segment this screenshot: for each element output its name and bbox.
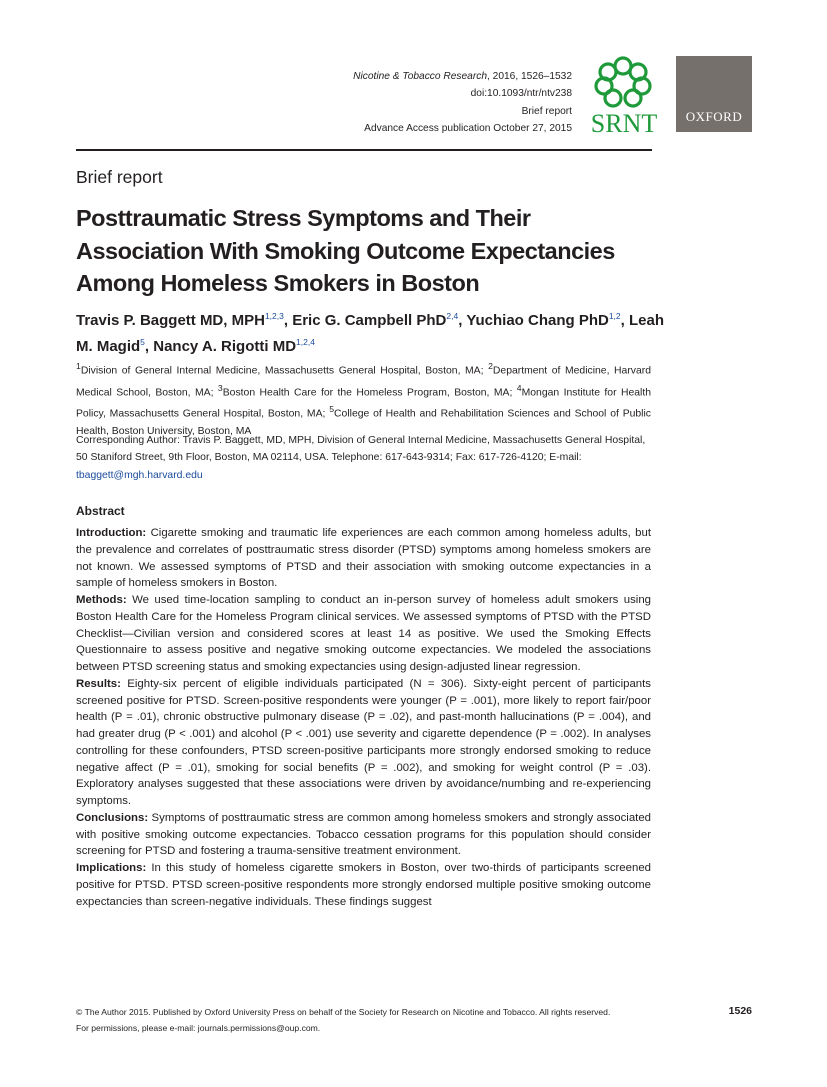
srnt-logo bbox=[586, 54, 662, 136]
journal-citation bbox=[353, 68, 572, 85]
abstract-body bbox=[76, 525, 651, 910]
copyright-notice: © The Author 2015. Published by Oxford University Press on behalf of the Society for Research on Nicotine and Tobacco. All rights reserved. bbox=[76, 1007, 611, 1017]
affiliation-number: 5 bbox=[329, 404, 335, 415]
abstract-implications bbox=[76, 860, 651, 910]
abstract-conclusions bbox=[76, 810, 651, 860]
affiliation-number: 2 bbox=[488, 361, 493, 371]
affiliation-number: 3 bbox=[217, 382, 223, 393]
footer-copyright bbox=[76, 1004, 676, 1036]
title-line: Among Homeless Smokers in Boston bbox=[76, 270, 480, 296]
page-number: 1526 bbox=[728, 1005, 752, 1017]
abstract-section-text: We used time-location sampling to conduct an in-person survey of homeless adult smokers using Boston Health Care for the Homeless Program clinical services. We assessed symptoms of PTSD with the PTSD Checklist—Civilian version and considered scores at least 14 as positive. We used the Smoking Effects Questionnaire to assess positive and negative smoking outcome expectancies. We modeled the associations between PTSD screening status and smoking expectancies using design-adjusted linear regression. bbox=[76, 594, 651, 673]
abstract-section-label: Results: bbox=[76, 677, 121, 690]
article-title bbox=[76, 202, 666, 300]
abstract-introduction bbox=[76, 525, 651, 592]
article-type: Brief report bbox=[521, 105, 572, 117]
corresponding-author bbox=[76, 432, 651, 484]
header-rule bbox=[76, 149, 652, 151]
title-line: Association With Smoking Outcome Expectancies bbox=[76, 237, 615, 264]
abstract-methods bbox=[76, 592, 651, 676]
affiliation-text: Boston Health Care for the Homeless Program, Boston, MA; bbox=[222, 387, 517, 399]
abstract-section-label: Implications: bbox=[76, 862, 147, 874]
corresponding-author-text: Corresponding Author: Travis P. Baggett, MD, MPH, Division of General Internal Medicine, Massachusetts General Hospital, 50 Staniford Street, 9th Floor, Boston, MA 02114, USA. Telephone: 617-643-9314; Fax: 617-726-4120; E-mail: bbox=[76, 435, 646, 464]
affiliation-text: College of Health and Rehabilitation Sciences and School of Public Health, Boston University, Boston, MA bbox=[76, 408, 651, 438]
affiliation-number: 4 bbox=[516, 382, 522, 393]
abstract-section-text: In this study of homeless cigarette smokers in Boston, over two-thirds of participants screened positive for PTSD. PTSD screen-positive respondents more strongly endorsed multiple positive smoking outcome expectancies than screen-negative individuals. These findings suggest bbox=[76, 862, 651, 908]
author-affiliation-ref[interactable]: 5 bbox=[140, 336, 145, 347]
author-affiliation-ref[interactable]: 1,2 bbox=[608, 311, 621, 321]
oxford-logo-text: OXFORD bbox=[685, 109, 743, 124]
publication-note: Advance Access publication October 27, 2015 bbox=[364, 122, 572, 134]
author-affiliation-ref[interactable]: 1,2,4 bbox=[296, 336, 315, 347]
doi[interactable]: doi:10.1093/ntr/ntv238 bbox=[470, 88, 572, 100]
abstract-section-text: Symptoms of posttraumatic stress are common among homeless smokers and strongly associated with positive smoking outcome expectancies. Tobacco cessation programs for this population should consider screening for PTSD and fostering a trauma-sensitive treatment environment. bbox=[76, 811, 651, 858]
abstract-section-label: Introduction: bbox=[76, 527, 147, 539]
abstract-section-label: Methods: bbox=[76, 594, 127, 606]
abstract-section-text: Eighty-six percent of eligible individuals participated (N = 306). Sixty-eight percent of participants screened positive for PTSD. Screen-positive respondents were younger (P = .001), more likely to report fair/poor health (P = .01), chronic obstructive pulmonary disease (P = .02), and past-month hallucinations (P = .004), and had greater drug (P < .001) and alcohol (P < .001) use severity and cigarette dependence (P = .002). In analyses controlling for these confounders, PTSD screen-positive participants more strongly endorsed smoking to reduce negative affect (P = .01), smoking for social benefits (P = .002), and smoking for weight control (P = .03). Exploratory analyses suggested that these associations were driven by avoidance/numbing and re-experiencing symptoms. bbox=[76, 677, 651, 807]
affiliations bbox=[76, 358, 651, 440]
abstract-section-text: Cigarette smoking and traumatic life experiences are each common among homeless adults, but the prevalence and correlates of posttraumatic stress disorder (PTSD) symptoms among homeless smokers are not known. We assessed symptoms of PTSD and their association with smoking outcome expectancies in a sample of homeless smokers in Boston. bbox=[76, 527, 651, 590]
section-label: Brief report bbox=[76, 167, 163, 187]
author-name: Nancy A. Rigotti MD bbox=[153, 337, 297, 355]
author-list: Travis P. Baggett MD, MPH$^{1,2,3}$, Eric G. Campbell PhD$^{2,4}$, Yuchiao Chang PhD$^{1,2}$, Leah M. Magid$^5$, Nancy A. Rigotti MD$^{1,2,4}$ bbox=[76, 311, 665, 355]
author-name: Eric G. Campbell PhD bbox=[292, 312, 447, 329]
affiliation-text: Mongan Institute for Health Policy, Massachusetts General Hospital, Boston, MA; bbox=[76, 387, 652, 420]
journal-name: Nicotine & Tobacco Research bbox=[353, 71, 488, 82]
permissions-notice: For permissions, please e-mail: journals.permissions@oup.com. bbox=[76, 1023, 321, 1033]
abstract-heading: Abstract bbox=[76, 504, 125, 518]
srnt-logo-text: SRNT bbox=[590, 109, 658, 136]
author-name: Travis P. Baggett MD, MPH bbox=[76, 312, 265, 329]
oxford-logo bbox=[676, 56, 752, 132]
author-affiliation-ref[interactable]: 2,4 bbox=[446, 311, 459, 321]
citation-details: , 2016, 1526–1532 bbox=[487, 71, 572, 82]
affiliation-text: Department of Medicine, Harvard Medical School, Boston, MA; bbox=[76, 365, 651, 399]
email-link[interactable]: tbaggett@mgh.harvard.edu bbox=[76, 469, 203, 481]
srnt-knot-icon bbox=[596, 58, 650, 106]
publication-metadata bbox=[353, 68, 572, 137]
author-name: Leah M. Magid bbox=[76, 312, 665, 355]
author-affiliation-ref[interactable]: 1,2,3 bbox=[264, 311, 284, 321]
author-name: Yuchiao Chang PhD bbox=[466, 312, 609, 329]
affiliation-text: Division of General Internal Medicine, Massachusetts General Hospital, Boston, MA; bbox=[80, 365, 489, 377]
abstract-results bbox=[76, 676, 651, 810]
title-line: Posttraumatic Stress Symptoms and Their bbox=[76, 205, 531, 231]
abstract-section-label: Conclusions: bbox=[76, 811, 149, 824]
affiliation-number: 1 bbox=[76, 361, 81, 371]
